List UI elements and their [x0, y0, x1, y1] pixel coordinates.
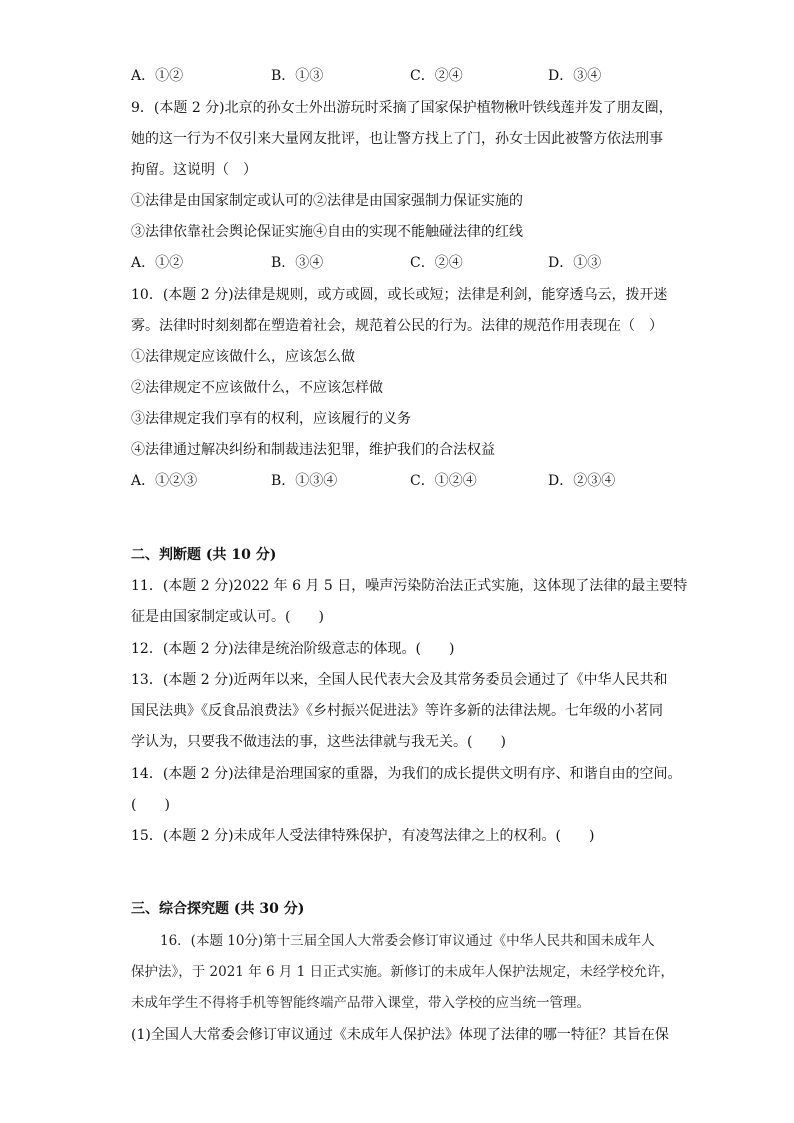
- section-2-title: 二、判断题 (共 10 分): [131, 547, 277, 563]
- q13-line-2: 国民法典》《反食品浪费法》《乡村振兴促进法》等许多新的法律法规。七年级的小茗同: [131, 703, 663, 719]
- q10-line-2: 雾。法律时时刻刻都在塑造着社会，规范着公民的行为。法律的规范作用表现在（ ）: [131, 318, 663, 334]
- section-3-title: 三、综合探究题 (共 30 分): [131, 901, 305, 917]
- q8-options: [131, 66, 691, 86]
- q10-option-b[interactable]: B．①③④: [271, 473, 338, 489]
- q14-line-1: 14．(本题 2 分)法律是治理国家的重器，为我们的成长提供文明有序、和谐自由的空间。: [131, 766, 682, 782]
- q9-options: [131, 253, 691, 273]
- q9-line-3: 拘留。这说明（ ）: [131, 162, 257, 178]
- q16-passage-line-2: 保护法》，于 2021 年 6 月 1 日正式实施。新修订的未成年人保护法规定，未经学校允许，: [131, 964, 675, 980]
- q11-line-1: 11．(本题 2 分)2022 年 6 月 5 日，噪声污染防治法正式实施，这体现了法律的最主要特: [131, 578, 688, 594]
- q16-passage-line-1: 16．(本题 10分)第十三届全国人大常委会修订审议通过《中华人民共和国未成年人: [160, 933, 655, 949]
- q10-option-c[interactable]: C．①②④: [410, 473, 477, 489]
- q9-option-a[interactable]: A．①②: [131, 255, 184, 271]
- q9-option-b[interactable]: B．③④: [271, 255, 324, 271]
- q10-line-1: 10．(本题 2 分)法律是规则，或方或圆，或长或短；法律是利剑，能穿透乌云，拨开迷: [131, 287, 668, 303]
- q12-line: 12．(本题 2 分)法律是统治阶级意志的体现。( ): [131, 641, 455, 657]
- q13-line-3: 学认为，只要我不做违法的事，这些法律就与我无关。( ): [131, 734, 506, 750]
- q16-subquestion-1: (1)全国人大常委会修订审议通过《未成年人保护法》体现了法律的哪一特征？其旨在保: [131, 1027, 669, 1043]
- q14-line-2: ( ): [131, 797, 170, 813]
- q10-statement-2: ②法律规定不应该做什么，不应该怎样做: [131, 380, 383, 396]
- q10-option-a[interactable]: A．①②③: [131, 473, 198, 489]
- q8-option-d[interactable]: D．③④: [548, 68, 602, 84]
- q15-line: 15．(本题 2 分)未成年人受法律特殊保护，有凌驾法律之上的权利。( ): [131, 828, 595, 844]
- q9-option-d[interactable]: D．①③: [548, 255, 602, 271]
- q10-options: [131, 471, 691, 491]
- q10-statement-3: ③法律规定我们享有的权利，应该履行的义务: [131, 411, 411, 427]
- q13-line-1: 13．(本题 2 分)近两年以来，全国人民代表大会及其常务委员会通过了《中华人民共和: [131, 672, 668, 688]
- q10-statement-4: ④法律通过解决纠纷和制裁违法犯罪，维护我们的合法权益: [131, 442, 495, 458]
- q10-statement-1: ①法律规定应该做什么，应该怎么做: [131, 349, 355, 365]
- q10-option-d[interactable]: D．②③④: [548, 473, 616, 489]
- q9-statement-2: ③法律依靠社会舆论保证实施④自由的实现不能触碰法律的红线: [131, 224, 523, 240]
- q8-option-c[interactable]: C．②④: [410, 68, 463, 84]
- q9-option-c[interactable]: C．②④: [410, 255, 463, 271]
- q9-line-2: 她的这一行为不仅引来大量网友批评，也让警方找上了门，孙女士因此被警方依法刑事: [131, 131, 663, 147]
- q8-option-b[interactable]: B．①③: [271, 68, 324, 84]
- q9-line-1: 9．(本题 2 分)北京的孙女士外出游玩时采摘了国家保护植物楸叶铁线莲并发了朋友圈，: [131, 100, 673, 116]
- q11-line-2: 征是由国家制定或认可。( ): [131, 609, 324, 625]
- q8-option-a[interactable]: A．①②: [131, 68, 184, 84]
- q9-statement-1: ①法律是由国家制定或认可的②法律是由国家强制力保证实施的: [131, 193, 523, 209]
- q16-passage-line-3: 未成年学生不得将手机等智能终端产品带入课堂，带入学校的应当统一管理。: [131, 995, 590, 1011]
